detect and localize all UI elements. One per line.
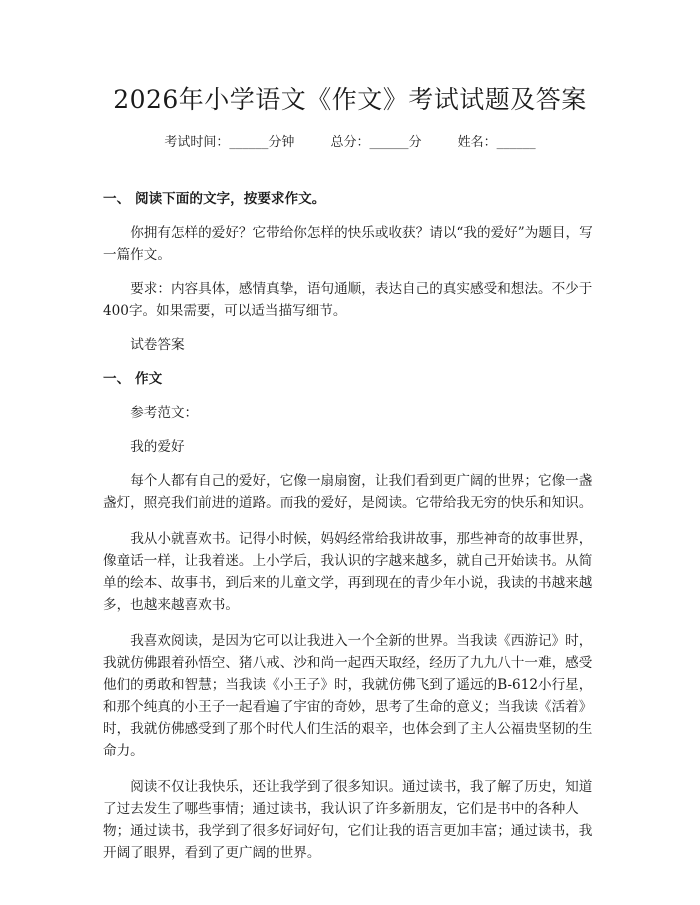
student-name-field: 姓名：______ — [457, 135, 536, 150]
exam-info-line — [0, 131, 700, 150]
writing-requirements: 要求：内容具体，感情真挚，语句通顺，表达自己的真实感受和想法。不少于400字。如果需要，可以适当描写细节。 — [103, 281, 593, 319]
section-heading-reading — [103, 188, 597, 210]
answer-label: 试卷答案 — [130, 337, 185, 353]
document-title: 2026年小学语文《作文》考试试题及答案 — [113, 85, 587, 114]
section-heading-essay — [103, 368, 597, 390]
total-score-field: 总分：______分 — [330, 135, 422, 150]
section-heading-text: 作文 — [135, 371, 163, 387]
essay-title: 我的爱好 — [130, 439, 185, 455]
essay-paragraph: 我喜欢阅读，是因为它可以让我进入一个全新的世界。当我读《西游记》时，我就仿佛跟着孙悟空、猪八戒、沙和尚一起西天取经，经历了九九八十一难，感受他们的勇敢和智慧；当我读《小王子》时，我就仿佛飞到了遥远的B-612小行星，和那个纯真的小王子一起看遍了宇宙的奇妙，思考了生命的意义；当我读《活着》时，我就仿佛感受到了那个时代人们生活的艰辛，也体会到了主人公福贵坚韧的生命力。 — [103, 633, 593, 759]
essay-paragraph: 我从小就喜欢书。记得小时候，妈妈经常给我讲故事，那些神奇的故事世界，像童话一样，让我着迷。上小学后，我认识的字越来越多，就自己开始读书。从简单的绘本、故事书，到后来的儿童文学，再到现在的青少年小说，我读的书越来越多，也越来越喜欢书。 — [103, 531, 593, 613]
section-number: 一、 — [103, 371, 131, 387]
writing-prompt: 你拥有怎样的爱好？它带给你怎样的快乐或收获？请以“我的爱好”为题目，写一篇作文。 — [103, 225, 593, 263]
exam-time-field: 考试时间：______分钟 — [164, 135, 295, 150]
document-body — [103, 188, 597, 864]
section-heading-text: 阅读下面的文字，按要求作文。 — [135, 191, 326, 207]
essay-paragraph: 阅读不仅让我快乐，还让我学到了很多知识。通过读书，我了解了历史，知道了过去发生了哪些事情；通过读书，我认识了许多新朋友，它们是书中的各种人物；通过读书，我学到了很多好词好句，它们让我的语言更加丰富；通过读书，我开阔了眼界，看到了更广阔的世界。 — [103, 779, 593, 861]
section-number: 一、 — [103, 191, 131, 207]
sample-essay-label: 参考范文： — [130, 405, 199, 421]
essay-paragraph: 每个人都有自己的爱好，它像一扇扇窗，让我们看到更广阔的世界；它像一盏盏灯，照亮我们前进的道路。而我的爱好，是阅读。它带给我无穷的快乐和知识。 — [103, 473, 593, 511]
